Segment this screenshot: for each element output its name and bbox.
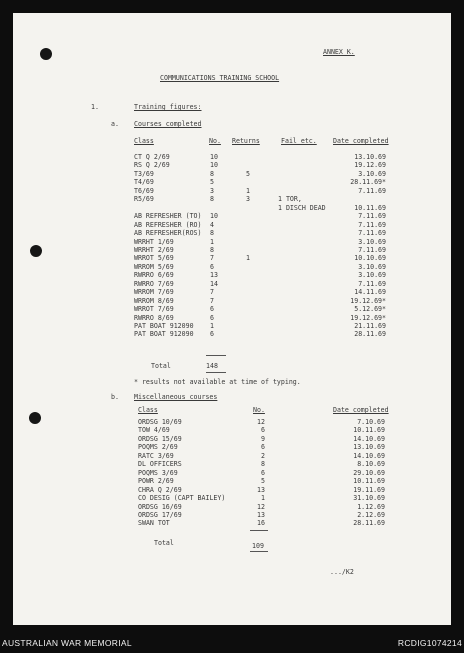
cell-no: 9 — [261, 434, 265, 443]
punch-hole — [40, 48, 52, 60]
col-date: Date completed — [333, 406, 389, 414]
col-no: No. — [253, 406, 265, 414]
col-class: Class — [134, 137, 154, 145]
cell-no: 13 — [210, 271, 218, 280]
cell-class: AB REFRESHER (RO) — [134, 220, 202, 229]
cell-no: 7 — [210, 254, 214, 263]
cell-class: ORDSG 15/69 — [138, 434, 182, 443]
total-value: 148 — [206, 362, 218, 370]
cell-no: 4 — [210, 220, 214, 229]
cell-date: 3.10.69 — [358, 169, 386, 178]
punch-hole — [29, 412, 41, 424]
cell-date: 10.11.69 — [353, 426, 385, 435]
cell-class: WRROT 5/69 — [134, 254, 174, 263]
subsection-b-heading: Miscellaneous courses — [134, 393, 218, 401]
cell-date: 7.11.69 — [358, 186, 386, 195]
cell-class: WRROM 5/69 — [134, 262, 174, 271]
cell-no: 12 — [257, 418, 265, 426]
cell-class: AB REFRESHER (TO) — [134, 212, 202, 221]
cell-class: ORDSG 17/69 — [138, 510, 182, 519]
cell-date: 1.12.69 — [357, 502, 385, 511]
cell-no: 1 — [210, 237, 214, 246]
cell-class: CO DESIG (CAPT BAILEY) — [138, 494, 226, 503]
footer-id: RCDIG1074214 — [397, 638, 462, 648]
cell-no: 6 — [261, 443, 265, 452]
cell-class: RWRRO 6/69 — [134, 271, 174, 280]
cell-class: WRRHT 1/69 — [134, 237, 174, 246]
cell-class: PAT BOAT 912090 — [134, 322, 194, 330]
cell-no: 7 — [210, 288, 214, 297]
cell-date: 3.10.69 — [358, 237, 386, 246]
cell-no: 14 — [210, 279, 218, 288]
cell-no: 16 — [257, 519, 265, 528]
cell-date: 7.11.69 — [358, 220, 386, 229]
cell-date: 19.12.69* — [350, 313, 386, 322]
total-label: Total — [151, 362, 171, 370]
cell-date: 10.10.69 — [354, 254, 386, 263]
cell-date: 21.11.69 — [354, 322, 386, 330]
archive-footer — [0, 634, 464, 653]
cell-class: WRRHT 2/69 — [134, 245, 174, 254]
cell-class: RWRRO 8/69 — [134, 313, 174, 322]
cell-date: 19.11.69 — [353, 485, 385, 494]
cell-no: 6 — [261, 468, 265, 477]
cell-class: RS Q 2/69 — [134, 161, 170, 170]
cell-date: 19.12.69* — [350, 296, 386, 305]
cell-class: POQMS 2/69 — [138, 443, 178, 452]
cell-class: RWRRO 7/69 — [134, 279, 174, 288]
cell-no: 12 — [257, 502, 265, 511]
cell-date: 7.11.69 — [358, 229, 386, 238]
cell-date: 14.10.69 — [353, 451, 385, 460]
cell-no: 1 — [210, 322, 214, 330]
cell-class: R5/69 — [134, 195, 154, 204]
cell-class: ORDSG 16/69 — [138, 502, 182, 511]
cell-class: WRROM 8/69 — [134, 296, 174, 305]
cell-fail: 1 TOR, — [278, 195, 302, 204]
cell-no: 8 — [210, 229, 214, 238]
cell-class: CT Q 2/69 — [134, 153, 170, 161]
cell-returns: 1 — [246, 254, 250, 263]
document-page — [13, 13, 451, 625]
cell-date: 14.10.69 — [353, 434, 385, 443]
annex-label: ANNEX K. — [323, 48, 355, 56]
cell-no: 8 — [210, 195, 214, 204]
total-label: Total — [154, 539, 174, 547]
cell-date: 7.11.69 — [358, 279, 386, 288]
cell-no: 8 — [210, 169, 214, 178]
cell-date: 10.11.69 — [354, 203, 386, 212]
footer-source: AUSTRALIAN WAR MEMORIAL — [2, 638, 132, 648]
cell-class: T6/69 — [134, 186, 154, 195]
cell-returns: 1 — [246, 186, 250, 195]
cell-date: 8.10.69 — [357, 460, 385, 469]
cell-date: 28.11.69* — [350, 178, 386, 187]
cell-date: 3.10.69 — [358, 271, 386, 280]
section-number: 1. — [91, 103, 99, 111]
cell-class: T3/69 — [134, 169, 154, 178]
total-rule — [250, 551, 268, 552]
cell-class: ORDSG 10/69 — [138, 418, 182, 426]
cell-date: 13.10.69 — [353, 443, 385, 452]
cell-no: 6 — [210, 262, 214, 271]
cell-class: SWAN TOT — [138, 519, 170, 528]
total-rule — [250, 530, 268, 531]
cell-no: 10 — [210, 153, 218, 161]
col-returns: Returns — [232, 137, 260, 145]
cell-date: 29.10.69 — [353, 468, 385, 477]
cell-date: 13.10.69 — [354, 153, 386, 161]
cell-fail: 1 DISCH DEAD — [278, 203, 326, 212]
cell-date: 2.12.69 — [357, 510, 385, 519]
cell-date: 19.12.69 — [354, 161, 386, 170]
cell-class: CHRA Q 2/69 — [138, 485, 182, 494]
col-date: Date completed — [333, 137, 389, 145]
cell-date: 14.11.69 — [354, 288, 386, 297]
cell-no: 5 — [261, 477, 265, 486]
col-no: No. — [209, 137, 221, 145]
cell-no: 1 — [261, 494, 265, 503]
cell-class: T4/69 — [134, 178, 154, 187]
total-value: 109 — [252, 542, 264, 550]
cell-no: 13 — [257, 485, 265, 494]
cell-no: 8 — [261, 460, 265, 469]
cell-class: TOW 4/69 — [138, 426, 170, 435]
subsection-a-heading: Courses completed — [134, 120, 202, 128]
punch-hole — [30, 245, 42, 257]
total-rule — [206, 355, 226, 356]
col-class: Class — [138, 406, 158, 414]
subsection-a-letter: a. — [111, 120, 119, 128]
cell-class: DL OFFICERS — [138, 460, 182, 469]
cell-returns: 5 — [246, 169, 250, 178]
continuation-ref: .../K2 — [330, 568, 354, 576]
cell-no: 6 — [210, 330, 214, 339]
cell-date: 7.11.69 — [358, 212, 386, 221]
document-title: COMMUNICATIONS TRAINING SCHOOL — [160, 74, 280, 82]
cell-no: 6 — [210, 305, 214, 314]
cell-class: AB REFRESHER(ROS) — [134, 229, 202, 238]
cell-no: 7 — [210, 296, 214, 305]
cell-date: 10.11.69 — [353, 477, 385, 486]
cell-date: 5.12.69* — [354, 305, 386, 314]
cell-no: 2 — [261, 451, 265, 460]
footnote: * results not available at time of typing. — [134, 378, 301, 386]
total-rule — [206, 372, 226, 373]
cell-class: RATC 3/69 — [138, 451, 174, 460]
cell-date: 28.11.69 — [354, 330, 386, 339]
cell-class: WRROT 7/69 — [134, 305, 174, 314]
cell-no: 8 — [210, 245, 214, 254]
col-fail: Fail etc. — [281, 137, 317, 145]
cell-returns: 3 — [246, 195, 250, 204]
cell-date: 31.10.69 — [353, 494, 385, 503]
cell-class: POQMS 3/69 — [138, 468, 178, 477]
cell-class: WRROM 7/69 — [134, 288, 174, 297]
cell-no: 13 — [257, 510, 265, 519]
section-heading: Training figures: — [134, 103, 202, 111]
cell-no: 6 — [210, 313, 214, 322]
cell-no: 3 — [210, 186, 214, 195]
cell-date: 28.11.69 — [353, 519, 385, 528]
cell-class: POWR 2/69 — [138, 477, 174, 486]
cell-class: PAT BOAT 912090 — [134, 330, 194, 339]
subsection-b-letter: b. — [111, 393, 119, 401]
cell-no: 6 — [261, 426, 265, 435]
cell-date: 3.10.69 — [358, 262, 386, 271]
cell-no: 10 — [210, 161, 218, 170]
cell-no: 5 — [210, 178, 214, 187]
cell-no: 10 — [210, 212, 218, 221]
cell-date: 7.11.69 — [358, 245, 386, 254]
cell-date: 7.10.69 — [357, 418, 385, 426]
